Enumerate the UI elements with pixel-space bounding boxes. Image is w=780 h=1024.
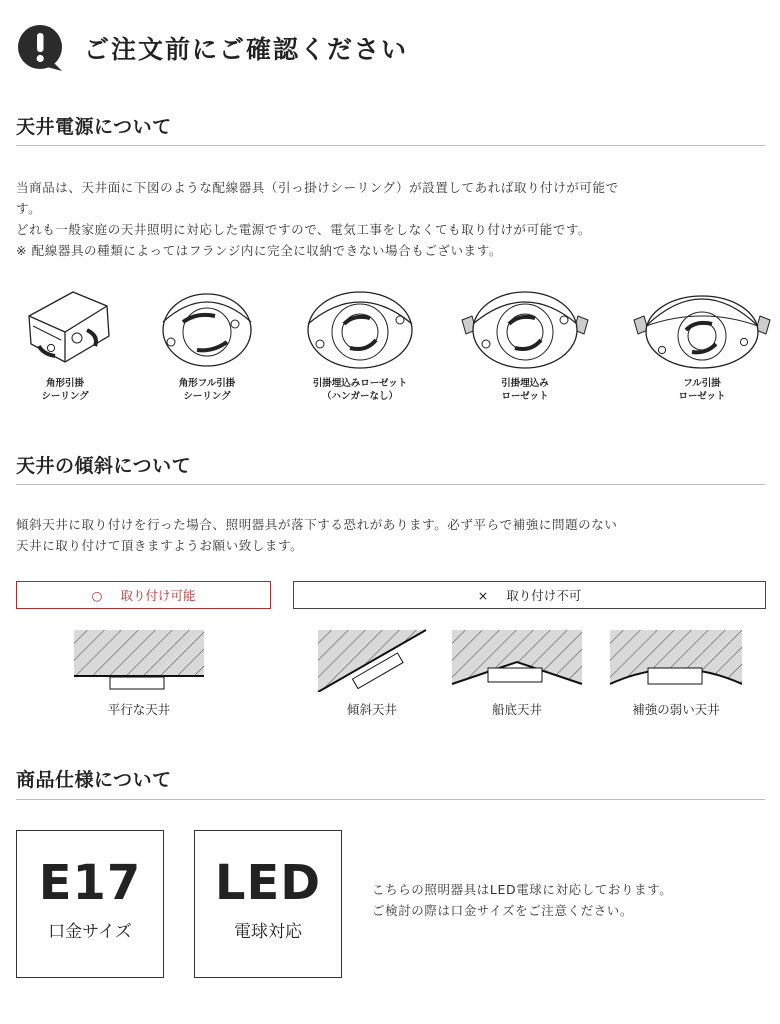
spec-note-line: ご検討の際は口金サイズをご注意ください。 [372,903,634,918]
spec-label: 口金サイズ [48,922,132,942]
spec-note-line: こちらの照明器具はLED電球に対応しております。 [372,882,673,897]
slope-section-heading: 天井の傾斜について [16,455,192,477]
section-divider [16,799,765,800]
fixture-caption-line: （ハンガーなし） [321,391,398,402]
slope-description [16,514,768,556]
ceiling-diagram [316,628,428,718]
section-divider [16,484,765,485]
vaulted-ceiling-icon [450,628,584,692]
ceiling-diagram [450,628,584,718]
exclamation-speech-bubble-icon [16,23,66,73]
fixture-caption-line: 引掛埋込み [501,378,549,389]
fixture-caption-line: ローゼット [678,391,726,402]
spec-label: 電球対応 [234,922,302,942]
fixture-caption-line: フル引掛 [683,378,721,389]
fixture-caption-line: 角形引掛 [45,378,84,389]
embedded-rosette-hanger-icon [460,286,590,374]
power-section-heading: 天井電源について [16,116,172,138]
fixture-item [142,286,272,403]
fixture-caption-line: 角形フル引掛 [178,378,236,389]
ceiling-caption: 平行な天井 [107,702,171,717]
fixture-caption [0,377,130,403]
spec-section-heading: 商品仕様について [16,769,172,791]
fixture-caption-line: シーリング [183,391,231,402]
fixture-caption-line: ローゼット [501,391,549,402]
square-ceiling-socket-icon [15,286,115,374]
fixture-caption-line: シーリング [41,391,89,402]
embedded-rosette-icon [300,286,420,374]
power-description [16,177,768,261]
power-text-line: す。 [16,201,42,216]
ceiling-caption: 補強の弱い天井 [632,702,720,717]
power-text-line: ※ 配線器具の種類によってはフランジ内に完全に収納できない場合もございます。 [16,243,502,258]
spec-value: LED [214,855,322,911]
not-installable-text: 取り付け不可 [506,588,582,603]
sloped-ceiling-icon [316,628,428,692]
flat-ceiling-icon [72,628,206,692]
fixture-caption [460,377,590,403]
slope-text-line: 傾斜天井に取り付けを行った場合、照明器具が落下する恐れがあります。必ず平らで補強に問題のない [16,517,618,532]
not-installable-label [293,581,766,609]
round-full-ceiling-socket-icon [157,286,257,374]
fixture-caption-line: 引掛埋込みローゼット [312,378,408,389]
fixture-caption [142,377,272,403]
fixture-item [0,286,130,403]
section-divider [16,145,765,146]
spec-value: E17 [38,855,142,911]
ceiling-caption: 傾斜天井 [346,702,397,717]
power-text-line: どれも一般家庭の天井照明に対応した電源ですので、電気工事をしなくても取り付けが可能です。 [16,222,592,237]
ceiling-diagram [72,628,206,718]
fixture-caption [295,377,425,403]
weak-ceiling-icon [608,628,744,692]
fixture-item [632,286,772,403]
fixture-item [460,286,590,403]
ceiling-caption: 船底天井 [491,702,542,717]
page-header [16,22,408,74]
installable-text: 取り付け可能 [120,588,196,603]
spec-card-bulb [194,830,342,978]
fixture-caption [632,377,772,403]
fixture-item [295,286,425,403]
slope-text-line: 天井に取り付けて頂きますようお願い致します。 [16,538,304,553]
ceiling-diagram [608,628,744,718]
circle-mark-icon: ○ [91,587,103,603]
power-text-line: 当商品は、天井面に下図のような配線器具（引っ掛けシーリング）が設置してあれば取り付けが可能で [16,180,619,195]
spec-note [372,879,672,921]
cross-mark-icon: × [477,587,489,603]
spec-card-base [16,830,164,978]
page-title: ご注文前にご確認ください [84,35,409,64]
full-rosette-icon [632,286,772,374]
installable-label [16,581,271,609]
